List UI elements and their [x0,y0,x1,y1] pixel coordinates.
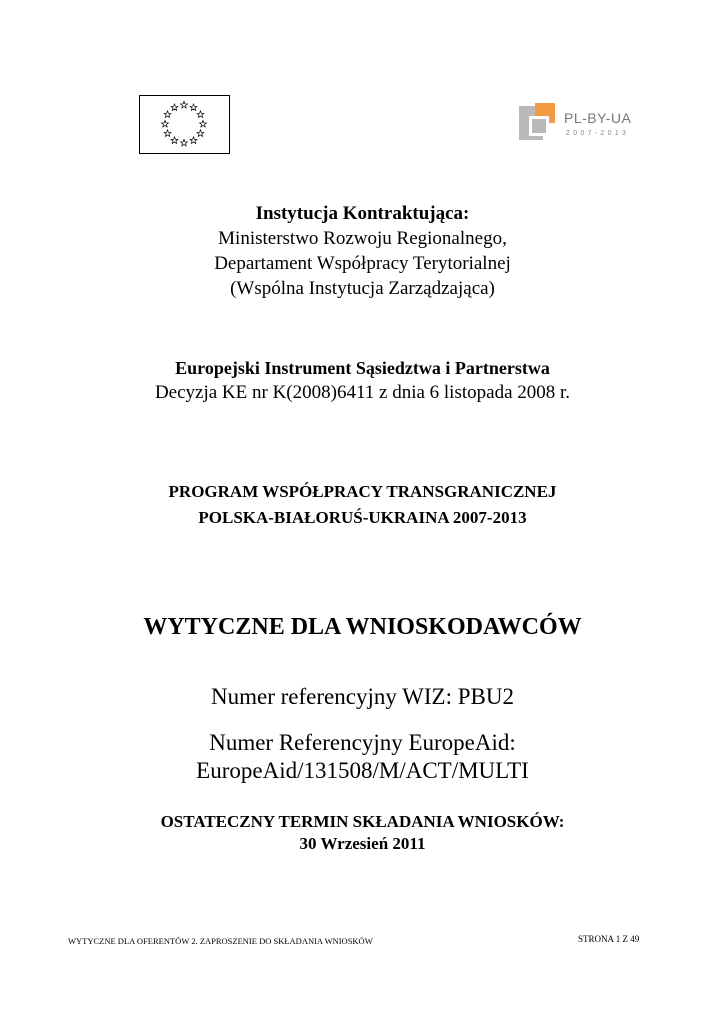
eu-star-icon [181,101,188,108]
document-title: WYTYCZNE DLA WNIOSKODAWCÓW [143,614,582,640]
eu-star-icon [200,120,207,127]
contracting-line-2: Departament Współpracy Terytorialnej [214,253,511,274]
eu-stars-circle [140,96,229,153]
eu-star-icon [181,139,188,146]
eu-star-icon [190,104,197,111]
program-logo-years: 2007-2013 [566,130,630,137]
program-line-1: PROGRAM WSPÓŁPRACY TRANSGRANICZNEJ [168,482,557,501]
eu-star-icon [190,137,197,144]
program-logo [519,103,659,145]
instrument-decision: Decyzja KE nr K(2008)6411 z dnia 6 listopada 2008 r. [154,382,571,403]
eu-star-icon [171,137,178,144]
contracting-line-1: Ministerstwo Rozwoju Regionalnego, [218,228,507,249]
contracting-institution [0,201,725,301]
contracting-label: Instytucja Kontraktująca: [255,203,470,224]
contracting-line-3: (Wspólna Instytucja Zarządzająca) [230,278,495,299]
eu-star-icon [164,111,171,118]
eu-star-icon [171,104,178,111]
footer-page-number: STRONA 1 Z 49 [578,934,640,944]
document-title-section [0,612,725,642]
instrument-section [0,357,725,405]
eu-flag-icon [139,95,230,154]
footer-left: WYTYCZNE DLA OFERENTÓW 2. ZAPROSZENIE DO SKŁADANIA WNIOSKÓW [68,936,373,946]
program-section [0,479,725,531]
reference-wiz: Numer referencyjny WIZ: PBU2 [211,684,514,709]
reference-wiz-section [0,683,725,711]
eu-star-icon [197,130,204,137]
eu-star-icon [197,111,204,118]
deadline-label: OSTATECZNY TERMIN SKŁADANIA WNIOSKÓW: [160,812,565,831]
deadline-date: 30 Wrzesień 2011 [299,834,426,853]
program-logo-mark-icon [519,103,557,143]
eu-star-icon [164,130,171,137]
reference-europeaid-label: Numer Referencyjny EuropeAid: [209,730,516,755]
deadline-section [0,811,725,855]
program-logo-brand: PL-BY-UA [564,110,632,126]
instrument-title: Europejski Instrument Sąsiedztwa i Partnerstwa [175,358,550,378]
reference-europeaid-section [0,729,725,785]
program-line-2: POLSKA-BIAŁORUŚ-UKRAINA 2007-2013 [198,508,527,527]
reference-europeaid-value: EuropeAid/131508/M/ACT/MULTI [196,758,529,783]
eu-star-icon [162,120,169,127]
